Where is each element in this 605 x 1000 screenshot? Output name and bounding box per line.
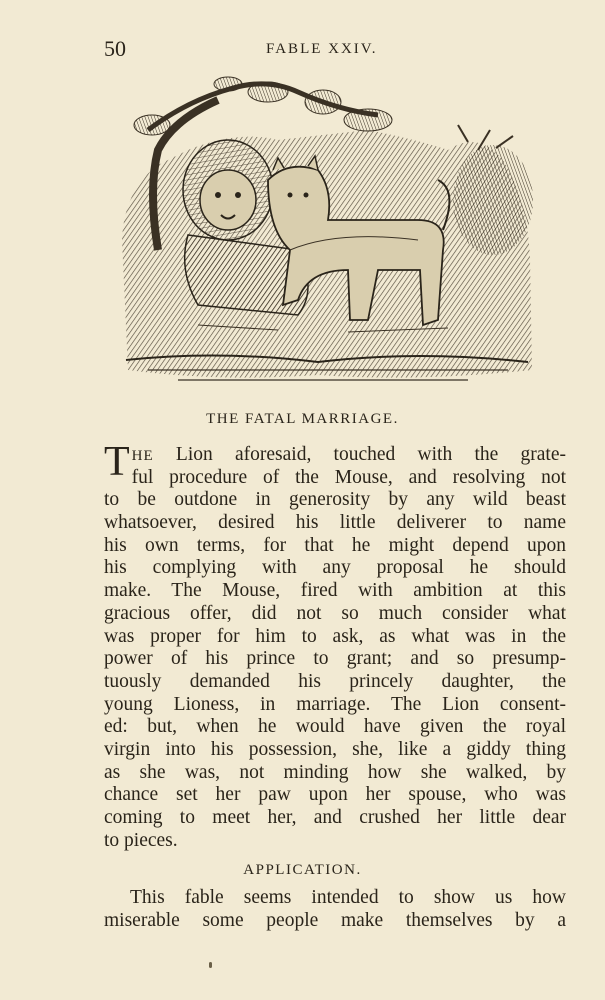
fable-line: ed: but, when he would have given the royal <box>104 716 566 738</box>
fable-line: whatsoever, desired his little deliverer to name <box>104 512 566 534</box>
application-heading: APPLICATION. <box>243 862 362 878</box>
lead-word: HE <box>131 448 154 464</box>
fable-line: young Lioness, in marriage. The Lion consent- <box>104 693 566 715</box>
lion-and-lioness-engraving-icon <box>118 70 536 402</box>
fable-line: to be outdone in generosity by any wild beast <box>104 489 566 511</box>
application-line: miserable some people make themselves by a <box>104 909 566 931</box>
drop-cap: T <box>104 439 130 485</box>
application-text <box>104 887 566 932</box>
illustration-caption: THE FATAL MARRIAGE. <box>206 411 399 427</box>
page-header <box>104 36 574 64</box>
fable-line: virgin into his possession, she, like a giddy thing <box>104 738 566 760</box>
page-number: 50 <box>104 36 126 61</box>
fable-line: tuously demanded his princely daughter, the <box>104 670 566 692</box>
fable-line: Lion aforesaid, touched with the grate- <box>153 444 566 465</box>
woodcut-illustration <box>118 70 536 402</box>
fable-line: coming to meet her, and crushed her little dear <box>104 807 566 828</box>
fable-line: ful procedure of the Mouse, and resolving not <box>131 466 566 488</box>
fable-line: make. The Mouse, fired with ambition at this <box>104 580 566 602</box>
fable-line: was proper for him to ask, as what was in the <box>104 625 566 647</box>
fable-line: gracious offer, did not so much consider what <box>104 602 566 624</box>
fable-line: power of his prince to grant; and so presump- <box>104 648 566 670</box>
fable-line: to pieces. <box>104 829 178 851</box>
running-title: FABLE XXIV. <box>266 41 378 57</box>
application-line: This fable seems intended to show us how <box>130 887 566 908</box>
fable-text <box>104 439 566 852</box>
fable-line: chance set her paw upon her spouse, who was <box>104 784 566 806</box>
fable-line: his complying with any proposal he should <box>104 557 566 579</box>
paper-speck <box>209 962 212 968</box>
fable-line: his own terms, for that he might depend upon <box>104 534 566 556</box>
fable-line: as she was, not minding how she walked, by <box>104 761 566 783</box>
